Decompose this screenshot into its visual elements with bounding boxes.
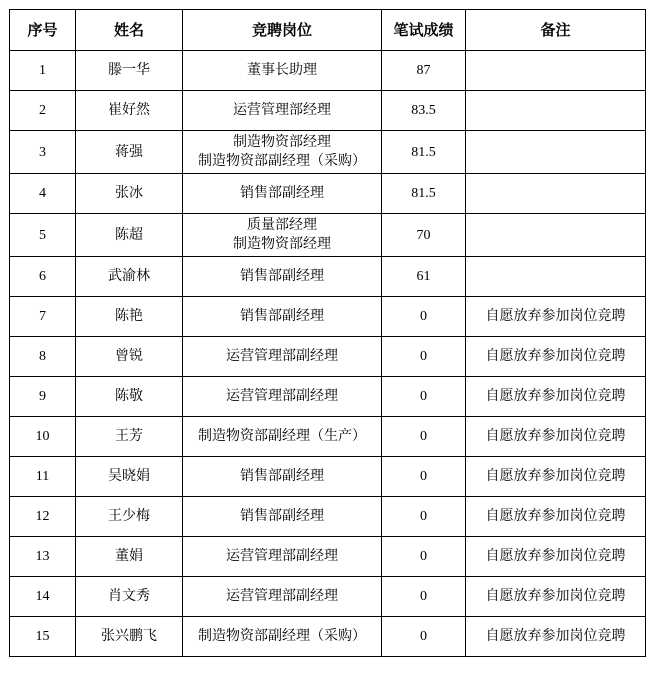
cell-note <box>466 91 646 131</box>
cell-score: 0 <box>382 377 466 417</box>
table-row <box>10 174 646 214</box>
cell-score: 0 <box>382 337 466 377</box>
position-line-1: 董事长助理 <box>247 62 317 78</box>
table-body <box>10 51 646 657</box>
table-row <box>10 537 646 577</box>
cell-name: 肖文秀 <box>76 577 183 617</box>
position-line-1: 销售部副经理 <box>240 185 324 201</box>
position-line-1: 销售部副经理 <box>240 508 324 524</box>
cell-score: 83.5 <box>382 91 466 131</box>
cell-no: 14 <box>10 577 76 617</box>
cell-score: 0 <box>382 457 466 497</box>
cell-no: 12 <box>10 497 76 537</box>
header-score: 笔试成绩 <box>382 10 466 51</box>
position-line-1: 运营管理部副经理 <box>226 548 338 564</box>
table-row <box>10 417 646 457</box>
cell-no: 13 <box>10 537 76 577</box>
cell-note <box>466 214 646 257</box>
table-row <box>10 257 646 297</box>
cell-score: 87 <box>382 51 466 91</box>
cell-no: 7 <box>10 297 76 337</box>
table-row <box>10 91 646 131</box>
cell-position <box>183 214 382 257</box>
table-row <box>10 377 646 417</box>
cell-score: 81.5 <box>382 174 466 214</box>
cell-no: 15 <box>10 617 76 657</box>
cell-name: 王少梅 <box>76 497 183 537</box>
cell-score: 0 <box>382 417 466 457</box>
cell-position <box>183 577 382 617</box>
cell-name: 滕一华 <box>76 51 183 91</box>
cell-note: 自愿放弃参加岗位竞聘 <box>466 297 646 337</box>
cell-name: 陈超 <box>76 214 183 257</box>
cell-position <box>183 497 382 537</box>
cell-position <box>183 377 382 417</box>
cell-position <box>183 257 382 297</box>
position-line-1: 运营管理部副经理 <box>226 388 338 404</box>
cell-position <box>183 91 382 131</box>
cell-name: 董娟 <box>76 537 183 577</box>
table-row <box>10 617 646 657</box>
cell-no: 11 <box>10 457 76 497</box>
results-table <box>9 9 646 657</box>
cell-no: 5 <box>10 214 76 257</box>
cell-note <box>466 51 646 91</box>
position-line-1: 销售部副经理 <box>240 268 324 284</box>
position-line-1: 销售部副经理 <box>240 468 324 484</box>
cell-score: 0 <box>382 297 466 337</box>
table-row <box>10 497 646 537</box>
cell-name: 王芳 <box>76 417 183 457</box>
cell-note: 自愿放弃参加岗位竞聘 <box>466 577 646 617</box>
position-line-1: 销售部副经理 <box>240 308 324 324</box>
cell-no: 4 <box>10 174 76 214</box>
header-position: 竞聘岗位 <box>183 10 382 51</box>
cell-no: 8 <box>10 337 76 377</box>
cell-position <box>183 174 382 214</box>
cell-name: 张冰 <box>76 174 183 214</box>
position-line-2: 制造物资部副经理（采购） <box>198 153 366 169</box>
cell-note: 自愿放弃参加岗位竞聘 <box>466 337 646 377</box>
cell-note: 自愿放弃参加岗位竞聘 <box>466 377 646 417</box>
cell-position <box>183 131 382 174</box>
cell-score: 0 <box>382 497 466 537</box>
header-row <box>10 10 646 51</box>
cell-position <box>183 51 382 91</box>
table-row <box>10 457 646 497</box>
table-row <box>10 577 646 617</box>
cell-name: 陈艳 <box>76 297 183 337</box>
cell-position <box>183 617 382 657</box>
cell-note: 自愿放弃参加岗位竞聘 <box>466 417 646 457</box>
cell-name: 曾锐 <box>76 337 183 377</box>
position-line-1: 制造物资部副经理（生产） <box>198 428 366 444</box>
cell-score: 0 <box>382 537 466 577</box>
cell-note: 自愿放弃参加岗位竞聘 <box>466 497 646 537</box>
cell-score: 70 <box>382 214 466 257</box>
cell-note: 自愿放弃参加岗位竞聘 <box>466 457 646 497</box>
table-row <box>10 337 646 377</box>
cell-position <box>183 297 382 337</box>
cell-position <box>183 457 382 497</box>
cell-no: 6 <box>10 257 76 297</box>
cell-note <box>466 174 646 214</box>
cell-note <box>466 131 646 174</box>
cell-score: 61 <box>382 257 466 297</box>
cell-note <box>466 257 646 297</box>
cell-name: 张兴鹏飞 <box>76 617 183 657</box>
table-row <box>10 214 646 257</box>
cell-name: 蒋强 <box>76 131 183 174</box>
table-row <box>10 297 646 337</box>
cell-no: 10 <box>10 417 76 457</box>
cell-name: 吴晓娟 <box>76 457 183 497</box>
cell-note: 自愿放弃参加岗位竞聘 <box>466 617 646 657</box>
header-no: 序号 <box>10 10 76 51</box>
position-line-1: 制造物资部经理 <box>233 134 331 150</box>
position-line-1: 运营管理部副经理 <box>226 588 338 604</box>
position-line-2: 制造物资部经理 <box>233 236 331 252</box>
position-line-1: 运营管理部副经理 <box>226 348 338 364</box>
header-note: 备注 <box>466 10 646 51</box>
table-row <box>10 131 646 174</box>
cell-name: 陈敬 <box>76 377 183 417</box>
cell-no: 9 <box>10 377 76 417</box>
position-line-1: 制造物资部副经理（采购） <box>198 628 366 644</box>
cell-name: 武渝林 <box>76 257 183 297</box>
cell-position <box>183 537 382 577</box>
cell-no: 1 <box>10 51 76 91</box>
cell-position <box>183 337 382 377</box>
cell-name: 崔好然 <box>76 91 183 131</box>
position-line-1: 质量部经理 <box>247 217 317 233</box>
position-line-1: 运营管理部经理 <box>233 102 331 118</box>
table-row <box>10 51 646 91</box>
cell-score: 0 <box>382 577 466 617</box>
cell-no: 2 <box>10 91 76 131</box>
cell-score: 0 <box>382 617 466 657</box>
cell-score: 81.5 <box>382 131 466 174</box>
cell-position <box>183 417 382 457</box>
header-name: 姓名 <box>76 10 183 51</box>
cell-note: 自愿放弃参加岗位竞聘 <box>466 537 646 577</box>
cell-no: 3 <box>10 131 76 174</box>
